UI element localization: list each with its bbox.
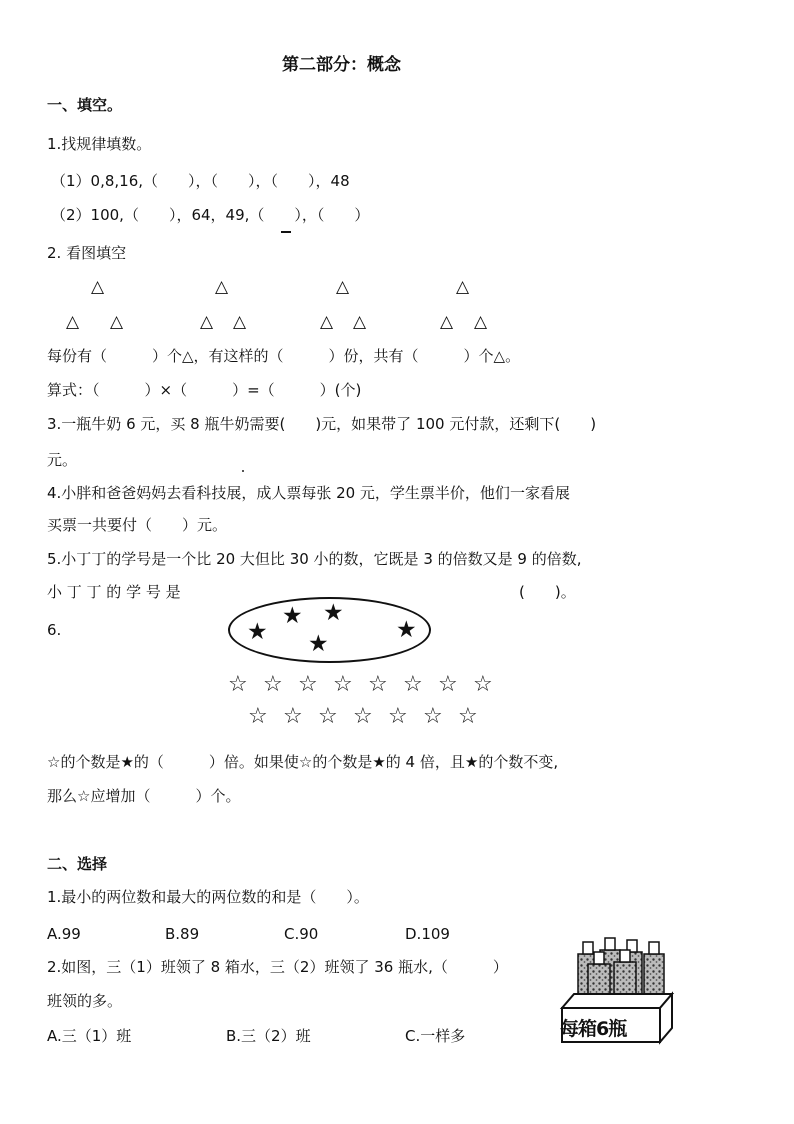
triangle-icon: △ xyxy=(91,277,105,297)
q6-label: 6. xyxy=(47,621,62,639)
triangle-icon: △ xyxy=(440,312,454,332)
q5-line1: 5.小丁丁的学号是一个比 20 大但比 30 小的数，它既是 3 的倍数又是 9 的倍数, xyxy=(47,550,582,568)
s2-q1-option-d: D.109 xyxy=(405,925,450,943)
q2-line1: 每份有（ ）个△，有这样的（ ）份，共有（ ）个△。 xyxy=(47,347,521,365)
white-star-icon: ☆ xyxy=(228,672,248,697)
white-star-icon: ☆ xyxy=(368,672,388,697)
q1-label: 1.找规律填数。 xyxy=(47,135,152,153)
black-star-icon: ★ xyxy=(323,600,344,626)
white-star-icon: ☆ xyxy=(388,704,408,729)
s2-q2-option-c: C.一样多 xyxy=(405,1027,466,1045)
black-star-icon: ★ xyxy=(282,603,303,629)
crate-label: 每箱6瓶 xyxy=(560,1018,627,1040)
triangle-icon: △ xyxy=(66,312,80,332)
q3-line2: 元。 xyxy=(47,451,78,469)
s2-q1-option-c: C.90 xyxy=(284,925,319,943)
q3-line1: 3.一瓶牛奶 6 元，买 8 瓶牛奶需要( )元，如果带了 100 元付款，还剩下( ) xyxy=(47,415,597,433)
page-title: 第二部分：概念 xyxy=(282,55,401,75)
white-star-icon: ☆ xyxy=(438,672,458,697)
q6-line2: 那么☆应增加（ ）个。 xyxy=(47,787,241,805)
q5-line2: 小 丁 丁 的 学 号 是 xyxy=(47,583,181,601)
black-star-icon: ★ xyxy=(247,619,268,645)
white-star-icon: ☆ xyxy=(263,672,283,697)
triangle-icon: △ xyxy=(320,312,334,332)
black-star-icon: ★ xyxy=(308,631,329,657)
black-star-icon: ★ xyxy=(396,617,417,643)
white-star-icon: ☆ xyxy=(353,704,373,729)
white-star-icon: ☆ xyxy=(298,672,318,697)
white-star-icon: ☆ xyxy=(458,704,478,729)
s2-q2-option-a: A.三（1）班 xyxy=(47,1027,132,1045)
q6-line1: ☆的个数是★的（ ）倍。如果使☆的个数是★的 4 倍，且★的个数不变, xyxy=(47,753,559,771)
white-star-icon: ☆ xyxy=(283,704,303,729)
pencil-mark xyxy=(281,231,291,233)
s2-q2-line1: 2.如图，三（1）班领了 8 箱水，三（2）班领了 36 瓶水,（ ） xyxy=(47,958,508,976)
white-star-icon: ☆ xyxy=(248,704,268,729)
triangle-icon: △ xyxy=(233,312,247,332)
q2-label: 2. 看图填空 xyxy=(47,244,127,262)
triangle-icon: △ xyxy=(474,312,488,332)
q5-blank: ( )。 xyxy=(519,583,576,601)
section-heading-fill: 一、填空。 xyxy=(47,96,123,114)
section-heading-choice: 二、选择 xyxy=(47,855,108,873)
white-star-icon: ☆ xyxy=(473,672,493,697)
white-star-icon: ☆ xyxy=(423,704,443,729)
q1-line1: （1）0,8,16,（ ），（ ），（ ），48 xyxy=(51,172,350,190)
white-star-icon: ☆ xyxy=(333,672,353,697)
q4-line2: 买票一共要付（ ）元。 xyxy=(47,516,228,534)
q1-line2: （2）100,（ ），64，49,（ ），（ ） xyxy=(51,206,370,224)
q2-line2: 算式：（ ）×（ ）=（ ）(个) xyxy=(47,381,362,399)
triangle-icon: △ xyxy=(200,312,214,332)
water-crate-illustration xyxy=(556,928,676,1046)
triangle-icon: △ xyxy=(215,277,229,297)
speck xyxy=(242,470,244,472)
s2-q1-option-a: A.99 xyxy=(47,925,81,943)
triangle-icon: △ xyxy=(456,277,470,297)
white-star-icon: ☆ xyxy=(403,672,423,697)
triangle-icon: △ xyxy=(336,277,350,297)
s2-q1-option-b: B.89 xyxy=(165,925,200,943)
triangle-icon: △ xyxy=(353,312,367,332)
s2-q2-option-b: B.三（2）班 xyxy=(226,1027,311,1045)
s2-q1-label: 1.最小的两位数和最大的两位数的和是（ ）。 xyxy=(47,888,369,906)
triangle-icon: △ xyxy=(110,312,124,332)
q4-line1: 4.小胖和爸爸妈妈去看科技展，成人票每张 20 元，学生票半价，他们一家看展 xyxy=(47,484,570,502)
white-star-icon: ☆ xyxy=(318,704,338,729)
s2-q2-line2: 班领的多。 xyxy=(47,992,123,1010)
